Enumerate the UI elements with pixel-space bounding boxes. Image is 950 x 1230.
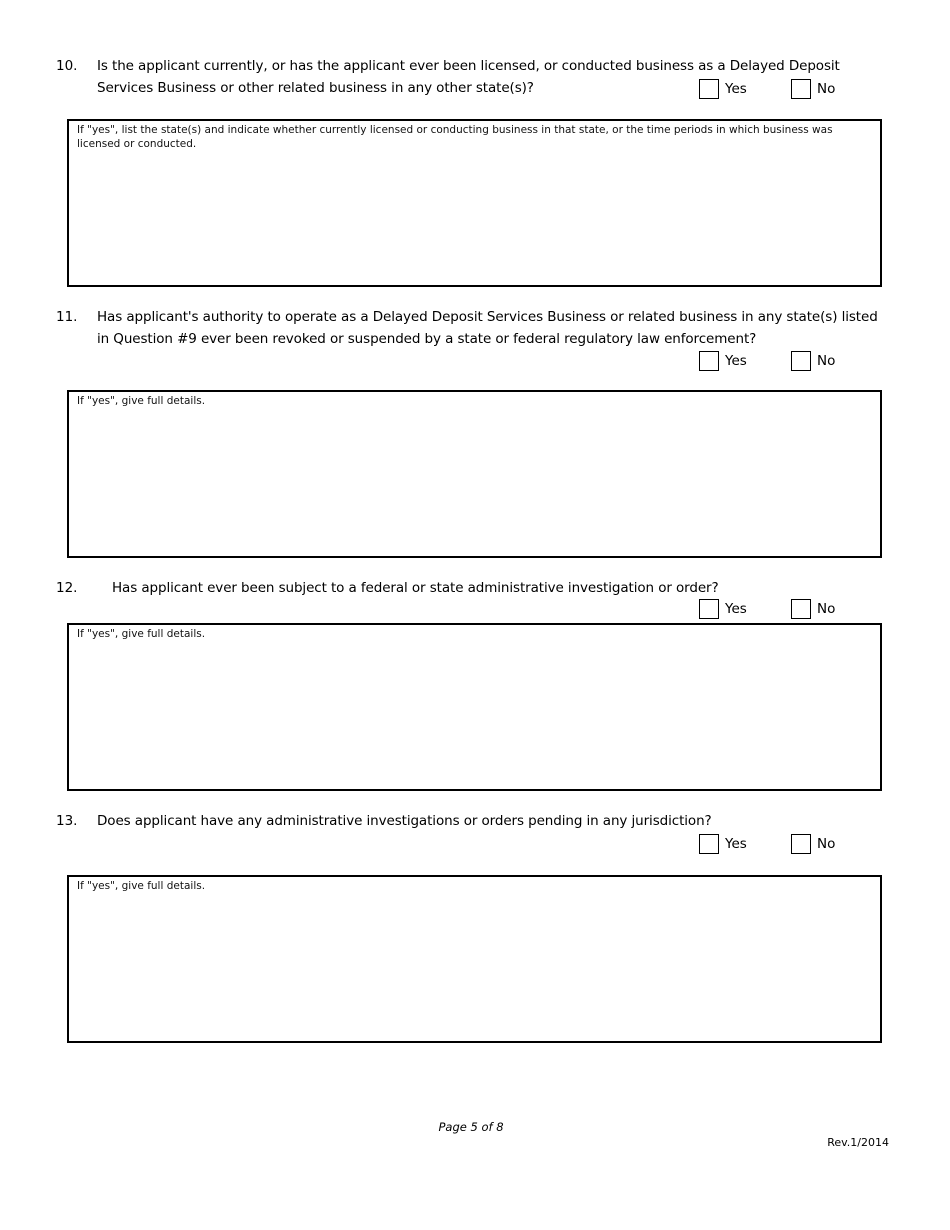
box-instruction: If "yes", give full details. bbox=[77, 628, 206, 640]
no-label: No bbox=[817, 353, 836, 369]
yes-label: Yes bbox=[725, 836, 747, 852]
no-checkbox[interactable] bbox=[791, 599, 811, 619]
question-text-line: in Question #9 ever been revoked or suspended by a state or federal regulatory law enforcement? bbox=[97, 331, 757, 347]
no-checkbox[interactable] bbox=[791, 79, 811, 99]
question-number: 13. bbox=[56, 813, 78, 829]
answer-box[interactable] bbox=[67, 390, 882, 558]
no-option[interactable] bbox=[791, 597, 835, 621]
details-textarea[interactable] bbox=[75, 897, 874, 1035]
box-instruction: If "yes", list the state(s) and indicate whether currently licensed or conducting business in that state, or the time periods in which business was licensed or conducted. bbox=[77, 124, 833, 150]
answer-box[interactable] bbox=[67, 119, 882, 287]
yes-option[interactable] bbox=[699, 832, 747, 856]
yes-checkbox[interactable] bbox=[699, 834, 719, 854]
no-label: No bbox=[817, 81, 836, 97]
question-number: 10. bbox=[56, 58, 78, 74]
question-text-line: Does applicant have any administrative investigations or orders pending in any jurisdiction? bbox=[97, 813, 712, 829]
no-label: No bbox=[817, 836, 836, 852]
no-label: No bbox=[817, 601, 836, 617]
no-checkbox[interactable] bbox=[791, 351, 811, 371]
details-textarea[interactable] bbox=[75, 412, 874, 550]
yes-checkbox[interactable] bbox=[699, 599, 719, 619]
question-text-line: Is the applicant currently, or has the applicant ever been licensed, or conducted business as a Delayed Deposit bbox=[97, 58, 840, 74]
answer-box[interactable] bbox=[67, 623, 882, 791]
no-option[interactable] bbox=[791, 832, 835, 856]
question-text bbox=[97, 810, 712, 832]
page-number: Page 5 of 8 bbox=[438, 1120, 504, 1134]
no-option[interactable] bbox=[791, 77, 835, 101]
yes-option[interactable] bbox=[699, 349, 747, 373]
question-number: 12. bbox=[56, 580, 78, 596]
question-text-line: Services Business or other related business in any other state(s)? bbox=[97, 80, 534, 96]
yes-label: Yes bbox=[725, 601, 747, 617]
yes-label: Yes bbox=[725, 353, 747, 369]
question-text-line: Has applicant's authority to operate as a Delayed Deposit Services Business or related business in any state(s) listed bbox=[97, 309, 878, 325]
question-number: 11. bbox=[56, 309, 78, 325]
answer-box[interactable] bbox=[67, 875, 882, 1043]
details-textarea[interactable] bbox=[75, 645, 874, 783]
box-instruction: If "yes", give full details. bbox=[77, 395, 206, 407]
yes-option[interactable] bbox=[699, 77, 747, 101]
yes-checkbox[interactable] bbox=[699, 351, 719, 371]
question-text bbox=[97, 306, 878, 350]
details-textarea[interactable] bbox=[75, 155, 874, 279]
yes-checkbox[interactable] bbox=[699, 79, 719, 99]
box-instruction: If "yes", give full details. bbox=[77, 880, 206, 892]
question-text-line: Has applicant ever been subject to a federal or state administrative investigation or order? bbox=[112, 580, 719, 596]
question-text bbox=[112, 577, 719, 599]
no-option[interactable] bbox=[791, 349, 835, 373]
no-checkbox[interactable] bbox=[791, 834, 811, 854]
yes-option[interactable] bbox=[699, 597, 747, 621]
revision-label: Rev.1/2014 bbox=[827, 1136, 889, 1149]
yes-label: Yes bbox=[725, 81, 747, 97]
